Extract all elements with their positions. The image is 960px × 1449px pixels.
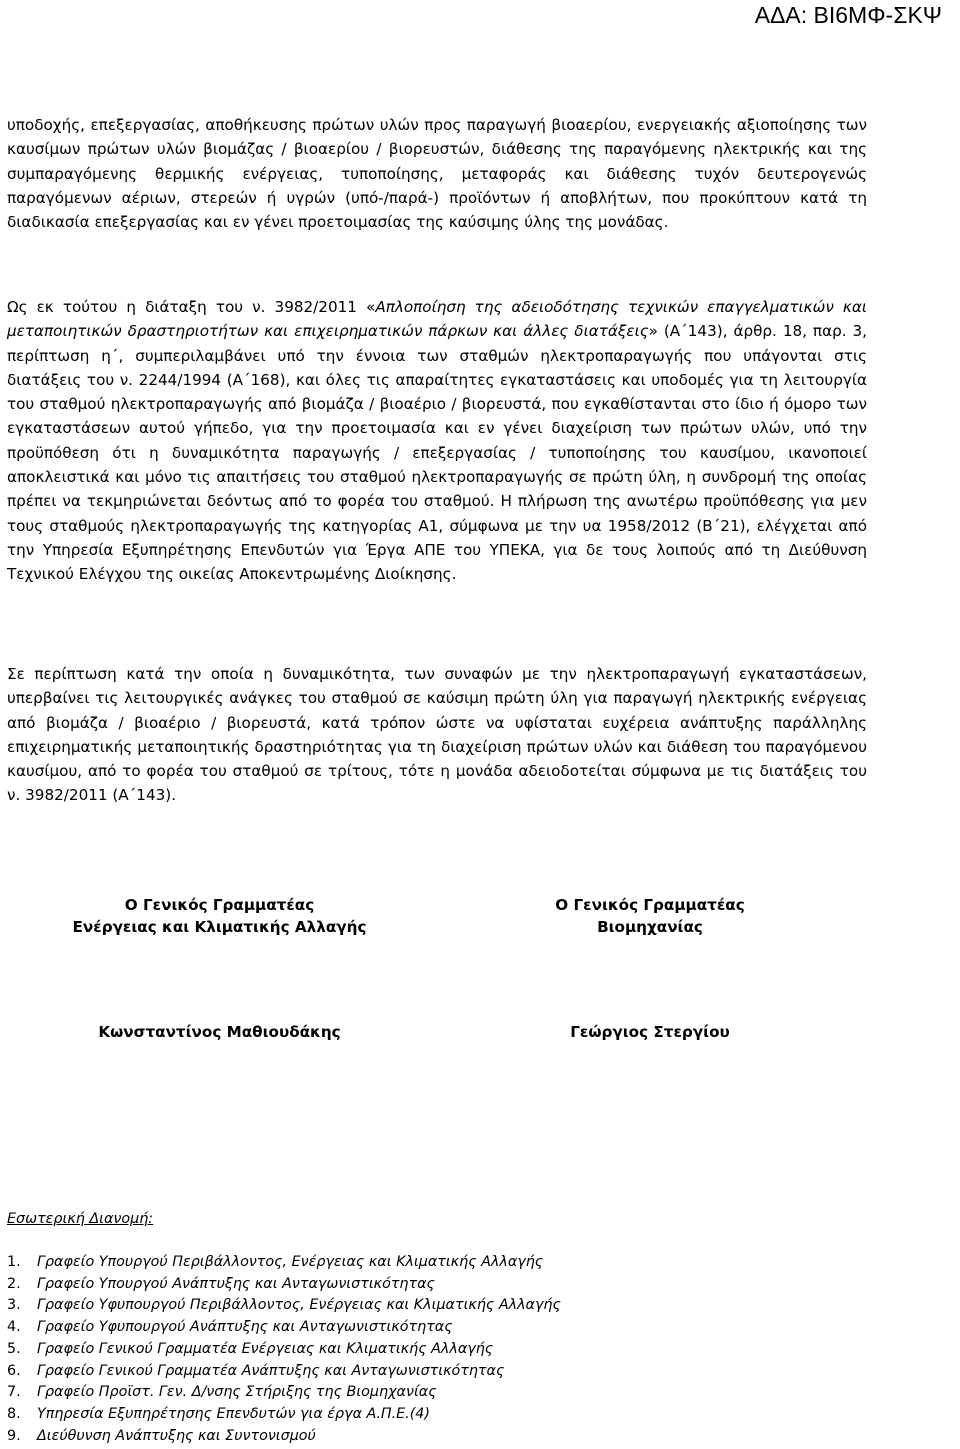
list-item-text: Γραφείο Υφυπουργού Ανάπτυξης και Ανταγωνιστικότητας bbox=[37, 1319, 453, 1336]
list-item bbox=[7, 1339, 561, 1361]
list-item bbox=[7, 1361, 561, 1383]
list-item-text: Γραφείο Γενικού Γραμματέα Ενέργειας και Κλιματικής Αλλαγής bbox=[37, 1340, 494, 1357]
list-item-text: Γραφείο Υπουργού Ανάπτυξης και Ανταγωνιστικότητας bbox=[37, 1275, 435, 1292]
list-item-number: 9. bbox=[7, 1427, 21, 1444]
list-item bbox=[7, 1317, 561, 1339]
law-title-italic: Απλοποίηση της αδειοδότησης τεχνικών επαγγελματικών και μεταποιητικών δραστηριοτήτων και επιχειρηματικών πάρκων και άλλες διατάξεις bbox=[7, 298, 867, 341]
list-item bbox=[7, 1295, 561, 1317]
paragraph-3: Σε περίπτωση κατά την οποία η δυναμικότητα, των συναφών με την ηλεκτροπαραγωγή εγκαταστάσεων, υπερβαίνει τις λειτουργικές ανάγκες του σταθμού σε καύσιμη πρώτη ύλη για παραγωγή ηλεκτρικής ενέργειας από βιομάζα / βιοαέριο / βιορευστά, κατά τρόπον ώστε να υφίσταται ευχέρεια ανάπτυξης παράλληλης επιχειρηματικής μεταποιητικής δραστηριότητας για τη διαχείριση πρώτων υλών και διάθεση του παραγόμενου καυσίμου, από το φορέα του σταθμού σε τρίτους, τότε η μονάδα αδειοδοτείται σύμφωνα με τις διατάξεις του ν. 3982/2011 (Α΄143). bbox=[7, 665, 867, 805]
signature-left-name: Κωνσταντίνος Μαθιουδάκης bbox=[98, 1023, 341, 1041]
list-item-number: 2. bbox=[7, 1275, 21, 1292]
list-item bbox=[7, 1426, 561, 1448]
list-item-text: Γραφείο Υπουργού Περιβάλλοντος, Ενέργειας και Κλιματικής Αλλαγής bbox=[37, 1254, 544, 1270]
list-item-number: 4. bbox=[7, 1319, 21, 1336]
list-item-text: Διεύθυνση Ανάπτυξης και Συντονισμού bbox=[37, 1427, 316, 1444]
paragraph-1: υποδοχής, επεξεργασίας, αποθήκευσης πρώτων υλών προς παραγωγή βιοαερίου, ενεργειακής αξιοποίησης των καυσίμων πρώτων υλών βιομάζας / βιοαερίου / βιορευστών, διάθεσης της παραγόμενης ηλεκτρικής και της συμπαραγόμενης θερμικής ενέργειας, τυποποίησης, μεταφοράς και διάθεσης τυχόν δευτερογενώς παραγόμενων αέριων, στερεών ή υγρών (υπό-/παρά-) προϊόντων ή αποβλήτων, που προκύπτουν κατά τη διαδικασία επεξεργασίας και εν γένει προετοιμασίας της καύσιμης ύλης της μονάδας. bbox=[7, 116, 867, 232]
distribution-list bbox=[7, 1252, 561, 1447]
signature-right-title-line1: Ο Γενικός Γραμματέας bbox=[555, 896, 745, 914]
list-item-text: Γραφείο Προϊστ. Γεν. Δ/νσης Στήριξης της Βιομηχανίας bbox=[37, 1384, 437, 1401]
list-item bbox=[7, 1274, 561, 1296]
list-item bbox=[7, 1404, 561, 1426]
document-code: ΑΔΑ: ΒΙ6ΜΦ-ΣΚΨ bbox=[754, 2, 942, 28]
list-item-number: 5. bbox=[7, 1340, 21, 1357]
list-item-text: Γραφείο Γενικού Γραμματέα Ανάπτυξης και Ανταγωνιστικότητας bbox=[37, 1362, 505, 1379]
paragraph-2-start: Ως εκ τούτου η διάταξη του ν. 3982/2011 « bbox=[7, 298, 376, 316]
list-item-number: 3. bbox=[7, 1297, 21, 1314]
paragraph-2-rest: » (Α΄143), άρθρ. 18, παρ. 3, περίπτωση η΄, συμπεριλαμβάνει υπό την έννοια των σταθμών ηλεκτροπαραγωγής που υπάγονται στις διατάξεις του ν. 2244/1994 (Α΄168), και όλες τις απαραίτητες εγκαταστάσεις και υποδομές για τη λειτουργία του σταθμού ηλεκτροπαραγωγής από βιομάζα / βιοαέριο / βιορευστά, που εγκαθίστανται στο ίδιο ή όμορο των εγκαταστάσεων αυτού γήπεδο, για την προετοιμασία και εν γένει διαχείριση των πρώτων υλών, υπό την προϋπόθεση ότι η δυναμικότητα παραγωγής / επεξεργασίας / τυποποίησης του καυσίμου, ικανοποιεί αποκλειστικά και μόνο τις απαιτήσεις του σταθμού ηλεκτροπαραγωγής σε πρώτη ύλη, η συνδρομή της οποίας πρέπει να τεκμηριώνεται δεόντως από το φορέα του σταθμού. Η πλήρωση της ανωτέρω προϋπόθεσης για μεν τους σταθμούς ηλεκτροπαραγωγής της κατηγορίας Α1, σύμφωνα με την υα 1958/2012 (Β΄21), ελέγχεται από την Υπηρεσία Εξυπηρέτησης Επενδυτών για Έργα ΑΠΕ του ΥΠΕΚΑ, για δε τους λοιπούς από τη Διεύθυνση Τεχνικού Ελέγχου της οικείας Αποκεντρωμένης Διοίκησης. bbox=[7, 322, 867, 584]
list-item-number: 7. bbox=[7, 1384, 21, 1401]
signature-right-title-line2: Βιομηχανίας bbox=[597, 918, 703, 936]
list-item-number: 6. bbox=[7, 1362, 21, 1379]
distribution-title: Εσωτερική Διανομή: bbox=[7, 1211, 154, 1227]
list-item bbox=[7, 1382, 561, 1404]
paragraph-2 bbox=[7, 295, 867, 587]
signature-left-title-line1: Ο Γενικός Γραμματέας bbox=[124, 896, 315, 914]
list-item bbox=[7, 1252, 561, 1274]
list-item-number: 1. bbox=[7, 1254, 21, 1270]
signature-left-title-line2: Ενέργειας και Κλιματικής Αλλαγής bbox=[72, 918, 367, 936]
list-item-text: Γραφείο Υφυπουργού Περιβάλλοντος, Ενέργειας και Κλιματικής Αλλαγής bbox=[37, 1297, 561, 1314]
signature-left-title bbox=[7, 894, 432, 938]
signature-right-title bbox=[485, 894, 815, 938]
list-item-number: 8. bbox=[7, 1405, 21, 1422]
list-item-text: Υπηρεσία Εξυπηρέτησης Επενδυτών για έργα Α.Π.Ε.(4) bbox=[37, 1405, 430, 1422]
signature-right-name: Γεώργιος Στεργίου bbox=[570, 1023, 730, 1041]
